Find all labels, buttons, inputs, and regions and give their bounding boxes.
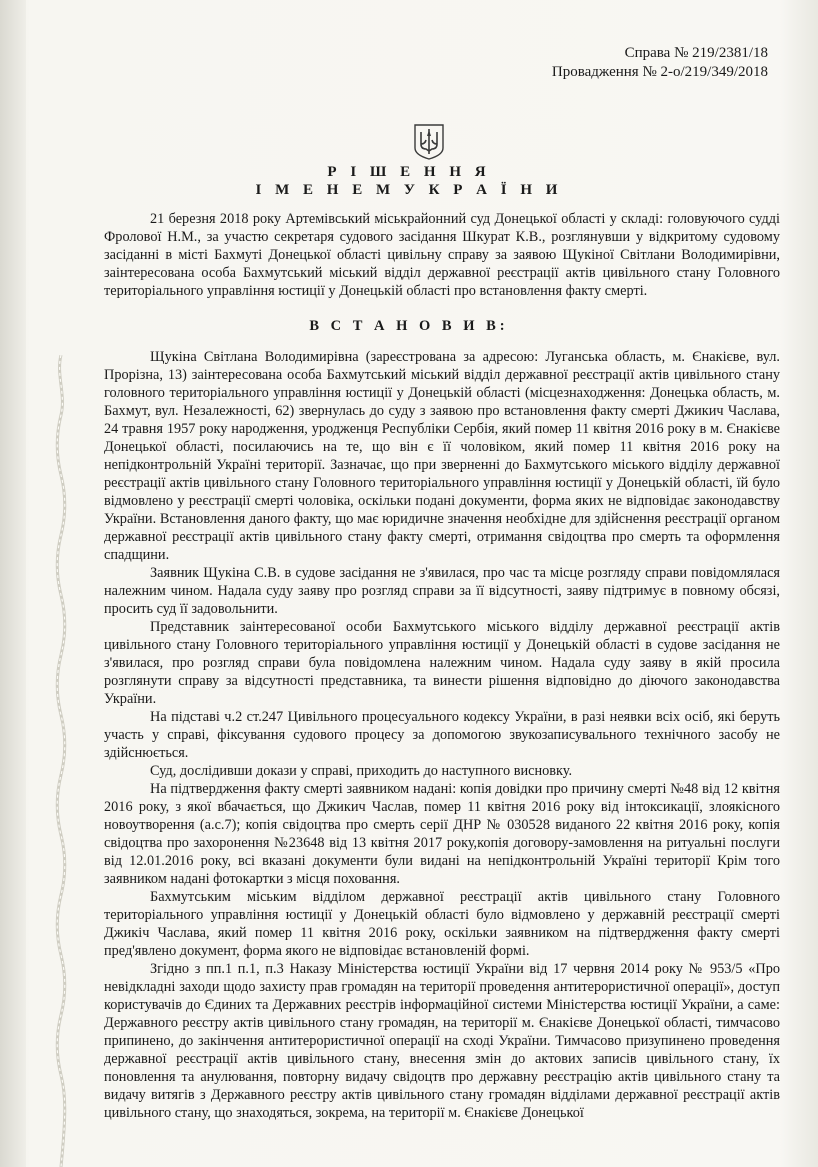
- intro-text: 21 березня 2018 року Артемівський міськрайонний суд Донецької області у складі: головуючого судді Фролової Н.М., за участю секретаря судового засідання Шкурат К.В., розглянувши у відкритому судовому засіданні в місті Бахмуті Донецької області цивільну справу за заявою Щукіної Світлани Володимирівни, заінтересована особа Бахмутський міський відділ державної реєстрації актів цивільного стану Головного територіального управління юстиції у Донецькій області про встановлення факту смерті.: [104, 211, 780, 299]
- body-paragraph: Заявник Щукіна С.В. в судове засідання не з'явилася, про час та місце розгляду справи повідомлялася належним чином. Надала суду заяву про розгляд справи за її відсутності, заяву підтримує в повному обсязі, просить суд її задовольнити.: [104, 565, 780, 617]
- trident-emblem-icon: [412, 122, 446, 160]
- established-heading: В С Т А Н О В И В:: [309, 318, 509, 334]
- body-paragraph: Суд, дослідивши докази у справі, приходить до наступного висновку.: [150, 763, 573, 779]
- proceeding-number: Провадження № 2-о/219/349/2018: [551, 64, 768, 80]
- body-paragraph: Бахмутським міським відділом державної реєстрації актів цивільного стану Головного територіального управління юстиції у Донецькій області було відмовлено у державній реєстрації смерті Джикіч Часлава, який помер 11 квітня 2016 року, оскільки заявником на підтвердження факту смерті пред'явлено документ, форма якого не відповідає встановленій формі.: [104, 889, 780, 959]
- body-paragraph: Згідно з пп.1 п.1, п.3 Наказу Міністерства юстиції України від 17 червня 2014 року № 953/5 «Про невідкладні заходи щодо захисту прав громадян на території проведення антитерористичної операції», доступ користувачів до Єдиних та Державних реєстрів інформаційної системи Міністерства юстиції України, а саме: Державного реєстру актів цивільного стану громадян, на території м. Єнакієве Донецької області, тимчасово припинено, до закінчення антитерористичної операції на сході України. Тимчасово призупинено проведення державної реєстрації актів цивільного стану, внесення змін до актових записів цивільного стану, їх поновлення та анулювання, повторну видачу свідоцтв про державну реєстрацію актів цивільного стану та видачу витягів з Державного реєстру актів цивільного стану громадян відділами державної реєстрації актів цивільного стану, що знаходяться, зокрема, на території м. Єнакієве Донецької: [104, 961, 780, 1121]
- binding-thread-icon: [55, 355, 67, 1167]
- document-title: Р І Ш Е Н Н Я: [327, 164, 491, 180]
- body-paragraph: На підтвердження факту смерті заявником надані: копія довідки про причину смерті №48 від 12 квітня 2016 року, з якої вбачається, що Джикич Часлав, помер 11 квітня 2016 року від інтоксикації, злоякісного новоутворення (а.с.7); копія свідоцтва про смерть серії ДНР № 030528 виданого 22 квітня 2016 року, копія свідоцтва про захоронення №23648 від 13 квітня 2017 року,копія договору-замовлення на ритуальні послуги від 12.01.2016 року, всі вказані документи були видані на непідконтрольній Україні території Крім того заявником надані фотокартки з місця поховання.: [104, 781, 780, 887]
- intro-paragraph: [104, 210, 780, 300]
- document-subtitle: І М Е Н Е М У К Р А Ї Н И: [255, 182, 563, 198]
- case-number: Справа № 219/2381/18: [624, 45, 768, 61]
- body-paragraph: На підставі ч.2 ст.247 Цивільного процесуального кодексу України, в разі неявки всіх осіб, які беруть участь у справі, фіксування судового процесу за допомогою звукозаписувального технічного засобу не здійснюється.: [104, 709, 780, 761]
- case-reference: [552, 44, 768, 82]
- body-paragraph: Щукіна Світлана Володимирівна (зареєстрована за адресою: Луганська область, м. Єнакієве, вул. Прорізна, 13) заінтересована особа Бахмутський міський відділ державної реєстрації актів цивільного стану головного територіального управління юстиції у Донецькій області (місцезнаходження: Донецька область, м. Бахмут, вул. Незалежності, 62) звернулась до суду з заявою про встановлення факту смерті Джикич Часлава, 24 травня 1957 року народження, уродженця Республіки Сербія, який помер 11 квітня 2016 року в м. Єнакієве Донецької області, посилаючись на те, що він є її чоловіком, який помер 11 квітня 2016 року на непідконтрольній Україні території. Зазначає, що при зверненні до Бахмутського міського відділу державної реєстрації актів цивільного стану Головного територіального управління юстиції у Донецькій області, їй було відмовлено у реєстрації смерті чоловіка, оскільки подані документи, форма яких не відповідає законодавству України. Встановлення даного факту, що має юридичне значення необхідне для здійснення реєстрації органом державної реєстрації актів цивільного стану факту смерті, отримання свідоцтва про смерть та оформлення спадщини.: [104, 349, 780, 563]
- body-paragraph: Представник заінтересованої особи Бахмутського міського відділу державної реєстрації актів цивільного стану Головного територіального управління юстиції у Донецькій області в судове засідання не з'явилася, про розгляд справи була повідомлена належним чином. Надала суду заяву в якій просила розглянути справу за відсутності представника, та винести рішення відповідно до діючого законодавства України.: [104, 619, 780, 707]
- main-body: [104, 348, 780, 1122]
